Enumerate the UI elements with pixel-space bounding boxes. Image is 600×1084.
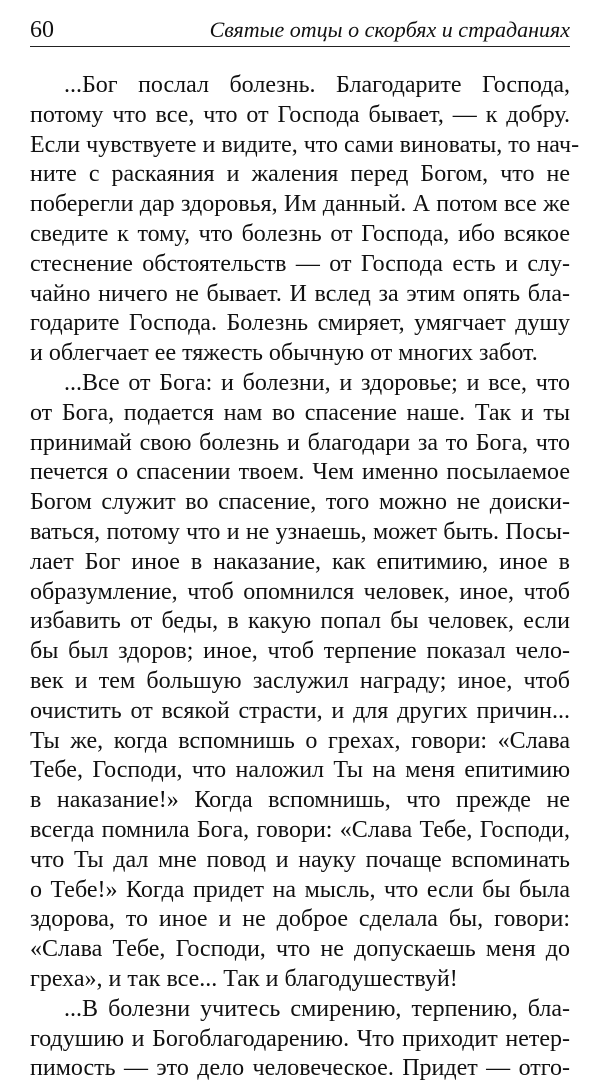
text-line: ваться, потому что и не узнаешь, может быть. Посы- bbox=[30, 518, 570, 545]
text-line: ...Все от Бога: и болезни, и здоровье; и все, что bbox=[64, 369, 570, 396]
text-line: ...Бог послал болезнь. Благодарите Господа, bbox=[64, 72, 570, 98]
text-line: и облегчает ее тяжесть обычную от многих забот. bbox=[30, 340, 538, 367]
book-page bbox=[30, 14, 580, 1082]
page-content bbox=[30, 71, 580, 1084]
text-line: очистить от всякой страсти, и для других причин... bbox=[30, 697, 570, 724]
text-line: стеснение обстоятельств — от Господа есть и слу- bbox=[30, 250, 570, 277]
text-line: греха», и так все... Так и благодушествуй! bbox=[30, 965, 458, 992]
text-line: Если чувствуете и видите, что сами виноваты, то нач- bbox=[30, 131, 580, 158]
text-line: от Бога, подается нам во спасение наше. Так и ты bbox=[30, 399, 570, 426]
text-line: всегда помнила Бога, говори: «Слава Тебе, Господи, bbox=[30, 816, 570, 843]
text-line: избавить от беды, в какую попал бы человек, если bbox=[30, 608, 570, 635]
paragraph-3 bbox=[30, 995, 570, 1084]
text-line: лает Бог иное в наказание, как епитимию, иное в bbox=[30, 548, 570, 575]
paragraph-2 bbox=[30, 369, 570, 995]
text-line: печется о спасении твоем. Чем именно посылаемое bbox=[30, 459, 570, 486]
text-line: ...В болезни учитесь смирению, терпению, бла- bbox=[64, 995, 570, 1022]
text-line: ните с раскаяния и жаления перед Богом, что не bbox=[30, 161, 570, 188]
text-line: принимай свою болезнь и благодари за то Бога, что bbox=[30, 429, 570, 456]
page-header bbox=[30, 14, 570, 47]
text-line: бы был здоров; иное, чтоб терпение показал чело- bbox=[30, 638, 570, 665]
text-line: что Ты дал мне повод и науку почаще вспоминать bbox=[30, 846, 570, 873]
text-line: пимость — это дело человеческое. Придет — отго- bbox=[30, 1055, 570, 1082]
text-line: годарите Господа. Болезнь смиряет, умягчает душу bbox=[30, 310, 570, 337]
text-line: «Слава Тебе, Господи, что не допускаешь меня до bbox=[30, 936, 570, 963]
text-line: о Тебе!» Когда придет на мысль, что если бы была bbox=[30, 876, 570, 903]
text-line: Тебе, Господи, что наложил Ты на меня епитимию bbox=[30, 757, 570, 784]
text-line: Богом служит во спасение, того можно не доиски- bbox=[30, 489, 570, 516]
text-line: век и тем большую заслужил награду; иное, чтоб bbox=[30, 667, 570, 694]
text-line: потому что все, что от Господа бывает, — к добру. bbox=[30, 101, 570, 128]
running-title: Святые отцы о скорбях и страданиях bbox=[209, 17, 570, 42]
text-line: здорова, то иное и не доброе сделала бы, говори: bbox=[30, 906, 570, 933]
text-line: чайно ничего не бывает. И вслед за этим опять бла- bbox=[30, 280, 570, 307]
text-line: в наказание!» Когда вспомнишь, что прежде не bbox=[30, 787, 570, 814]
text-line: образумление, чтоб опомнился человек, иное, чтоб bbox=[30, 578, 570, 605]
text-line: Ты же, когда вспомнишь о грехах, говори: «Слава bbox=[30, 727, 570, 754]
paragraph-1 bbox=[30, 71, 580, 369]
text-line: сведите к тому, что болезнь от Господа, ибо всякое bbox=[30, 220, 570, 247]
page-number: 60 bbox=[30, 17, 54, 43]
text-line: поберегли дар здоровья, Им данный. А потом все же bbox=[30, 191, 570, 218]
text-line: годушию и Богоблагодарению. Что приходит нетер- bbox=[30, 1025, 570, 1052]
